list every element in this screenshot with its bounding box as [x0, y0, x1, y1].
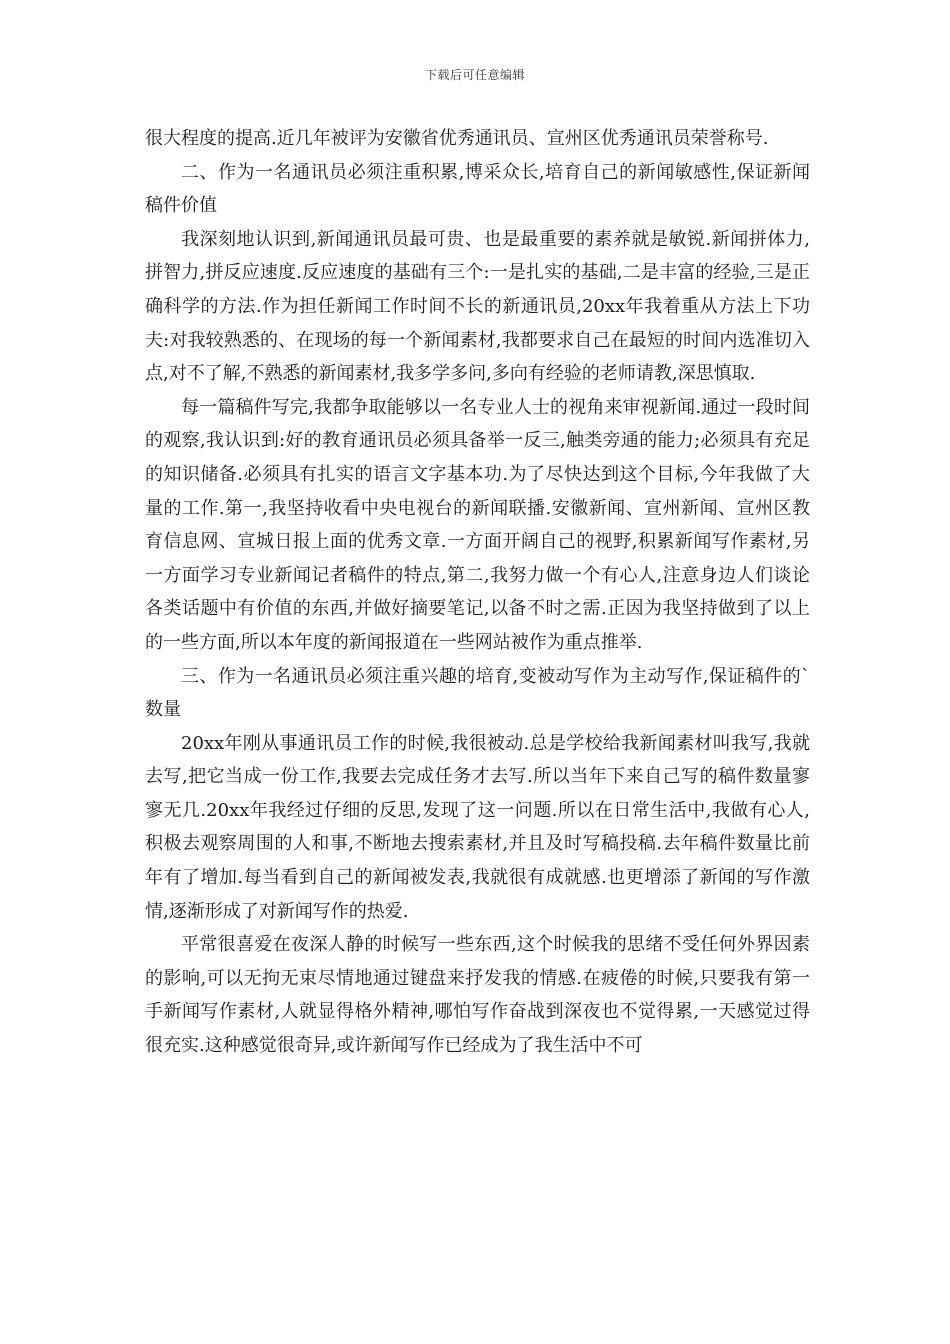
document-body — [145, 122, 810, 1063]
page-header: 下载后可任意编辑 — [424, 68, 525, 82]
paragraph: 平常很喜爱在夜深人静的时候写一些东西,这个时候我的思绪不受任何外界因素的影响,可以无拘无束尽情地通过键盘来抒发我的情感.在疲倦的时候,只要我有第一手新闻写作素材,人就显得格外精神,哪怕写作奋战到深夜也不觉得累,一天感觉过得很充实.这种感觉很奇异,或许新闻写作已经成为了我生活中不可 — [145, 934, 810, 1057]
section-heading: 二、作为一名通讯员必须注重积累,博采众长,培育自己的新闻敏感性,保证新闻稿件价值 — [145, 161, 810, 217]
paragraph: 每一篇稿件写完,我都争取能够以一名专业人士的视角来审视新闻.通过一段时间的观察,我认识到:好的教育通讯员必须具备举一反三,触类旁通的能力;必须具有充足的知识储备.必须具有扎实的语言文字基本功.为了尽快达到这个目标,今年我做了大量的工作.第一,我坚持收看中央电视台的新闻联播.安徽新闻、宣州新闻、宣州区教育信息网、宣城日报上面的优秀文章.一方面开阔自己的视野,积累新闻写作素材,另一方面学习专业新闻记者稿件的特点,第二,我努力做一个有心人,注意身边人们谈论各类话题中有价值的东西,并做好摘要笔记,以备不时之需.正因为我坚持做到了以上的一些方面,所以本年度的新闻报道在一些网站被作为重点推举. — [145, 396, 810, 653]
section-heading: 三、作为一名通讯员必须注重兴趣的培育,变被动写作为主动写作,保证稿件的`数量 — [145, 665, 810, 721]
paragraph: 20xx年刚从事通讯员工作的时候,我很被动.总是学校给我新闻素材叫我写,我就去写,把它当成一份工作,我要去完成任务才去写.所以当年下来自己写的稿件数量寥寥无几.20xx年我经过仔细的反思,发现了这一问题.所以在日常生活中,我做有心人,积极去观察周围的人和事,不断地去搜索素材,并且及时写稿投稿.去年稿件数量比前年有了增加.每当看到自己的新闻被发表,我就很有成就感.也更增添了新闻的写作激情,逐渐形成了对新闻写作的热爱. — [145, 732, 810, 922]
paragraph: 我深刻地认识到,新闻通讯员最可贵、也是最重要的素养就是敏锐.新闻拼体力,拼智力,拼反应速度.反应速度的基础有三个:一是扎实的基础,二是丰富的经验,三是正确科学的方法.作为担任新闻工作时间不长的新通讯员,20xx年我着重从方法上下功夫:对我较熟悉的、在现场的每一个新闻素材,我都要求自己在最短的时间内选准切入点,对不了解,不熟悉的新闻素材,我多学多问,多向有经验的老师请教,深思慎取. — [145, 228, 810, 385]
paragraph: 很大程度的提高.近几年被评为安徽省优秀通讯员、宣州区优秀通讯员荣誉称号. — [145, 128, 769, 149]
